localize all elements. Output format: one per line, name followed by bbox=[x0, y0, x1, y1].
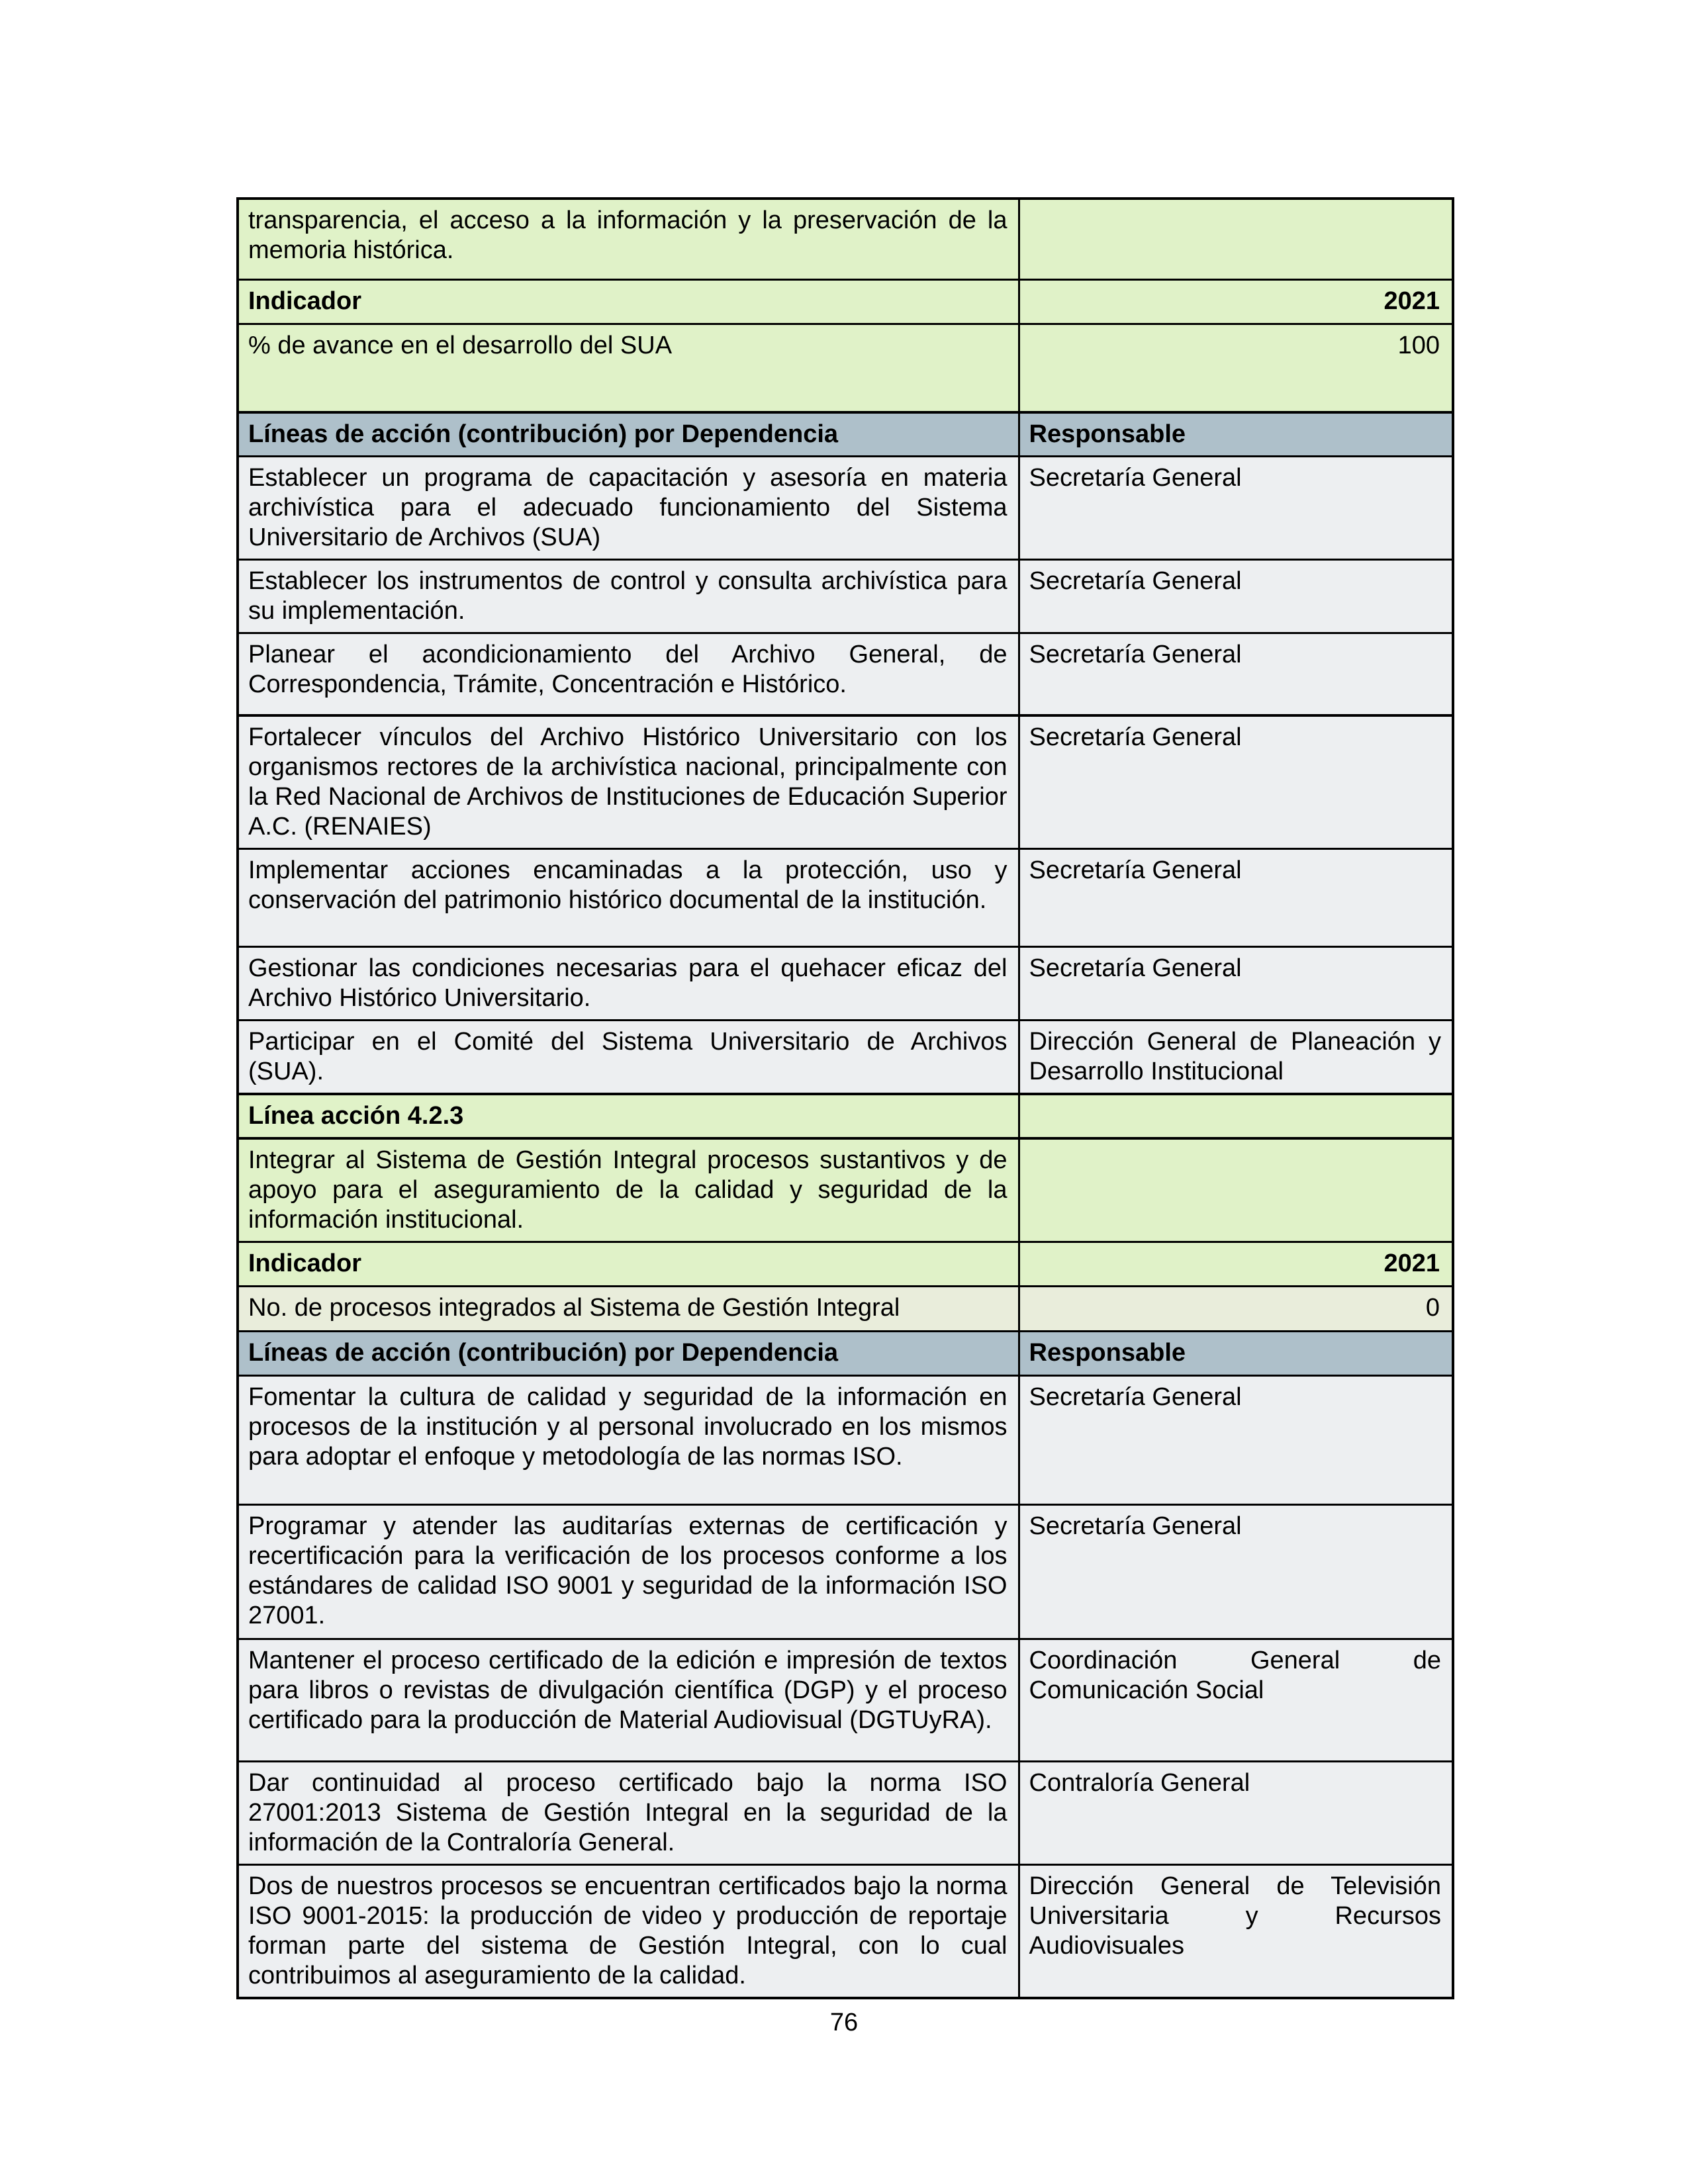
responsible-cell: Secretaría General bbox=[1019, 715, 1453, 849]
year-header-cell: 2021 bbox=[1019, 1242, 1453, 1286]
table-row bbox=[238, 199, 1453, 279]
action-lines-header-cell: Líneas de acción (contribución) por Dependencia bbox=[238, 1331, 1019, 1375]
responsible-cell: Dirección General de Planeación y Desarrollo Institucional bbox=[1019, 1020, 1453, 1094]
action-cell: Dos de nuestros procesos se encuentran certificados bajo la norma ISO 9001-2015: la producción de video y producción de reportaje forman parte del sistema de Gestión Integral, con lo cual contribuimos al aseguramiento de la calidad. bbox=[238, 1864, 1019, 1998]
table-row bbox=[238, 1242, 1453, 1286]
responsible-cell: Secretaría General bbox=[1019, 560, 1453, 633]
empty-cell bbox=[1019, 1094, 1453, 1138]
indicator-header-cell: Indicador bbox=[238, 279, 1019, 324]
action-line-number-cell: Línea acción 4.2.3 bbox=[238, 1094, 1019, 1138]
section-title-row bbox=[238, 1094, 1453, 1138]
action-cell: Mantener el proceso certificado de la edición e impresión de textos para libros o revistas de divulgación científica (DGP) y el proceso certificado para la producción de Material Audiovisual (DGTUyRA). bbox=[238, 1639, 1019, 1761]
table-row bbox=[238, 1375, 1453, 1504]
indicator-name-cell: % de avance en el desarrollo del SUA bbox=[238, 324, 1019, 412]
empty-cell bbox=[1019, 1138, 1453, 1242]
action-lines-table bbox=[236, 197, 1454, 1999]
responsible-cell: Secretaría General bbox=[1019, 1375, 1453, 1504]
indicator-name-cell: No. de procesos integrados al Sistema de Gestión Integral bbox=[238, 1286, 1019, 1331]
indicator-value-cell: 100 bbox=[1019, 324, 1453, 412]
action-cell: Fomentar la cultura de calidad y seguridad de la información en procesos de la institución y al personal involucrado en los mismos para adoptar el enfoque y metodología de las normas ISO. bbox=[238, 1375, 1019, 1504]
table-row bbox=[238, 1639, 1453, 1761]
table-row bbox=[238, 1020, 1453, 1094]
responsible-cell: Contraloría General bbox=[1019, 1761, 1453, 1864]
responsible-header-cell: Responsable bbox=[1019, 412, 1453, 457]
action-cell: Programar y atender las auditarías externas de certificación y recertificación para la verificación de los procesos conforme a los estándares de calidad ISO 9001 y seguridad de la información ISO 27001. bbox=[238, 1504, 1019, 1639]
table-row bbox=[238, 715, 1453, 849]
action-cell: Establecer los instrumentos de control y consulta archivística para su implementación. bbox=[238, 560, 1019, 633]
action-cell: Planear el acondicionamiento del Archivo General, de Correspondencia, Trámite, Concentración e Histórico. bbox=[238, 633, 1019, 715]
table-row bbox=[238, 1864, 1453, 1998]
page-number: 76 bbox=[829, 2009, 859, 2036]
table-header-row bbox=[238, 412, 1453, 457]
action-cell: Dar continuidad al proceso certificado bajo la norma ISO 27001:2013 Sistema de Gestión Integral en la seguridad de la información de la Contraloría General. bbox=[238, 1761, 1019, 1864]
action-line-description-cell: Integrar al Sistema de Gestión Integral procesos sustantivos y de apoyo para el aseguramiento de la calidad y seguridad de la información institucional. bbox=[238, 1138, 1019, 1242]
responsible-cell: Secretaría General bbox=[1019, 457, 1453, 560]
responsible-header-cell: Responsable bbox=[1019, 1331, 1453, 1375]
responsible-cell: Secretaría General bbox=[1019, 848, 1453, 946]
table-row bbox=[238, 1286, 1453, 1331]
year-header-cell: 2021 bbox=[1019, 279, 1453, 324]
empty-cell bbox=[1019, 199, 1453, 279]
continuation-text-cell: transparencia, el acceso a la información y la preservación de la memoria histórica. bbox=[238, 199, 1019, 279]
table-row bbox=[238, 1761, 1453, 1864]
action-cell: Gestionar las condiciones necesarias para el quehacer eficaz del Archivo Histórico Universitario. bbox=[238, 946, 1019, 1020]
responsible-cell: Dirección General de Televisión Universitaria y Recursos Audiovisuales bbox=[1019, 1864, 1453, 1998]
responsible-cell: Secretaría General bbox=[1019, 946, 1453, 1020]
indicator-header-cell: Indicador bbox=[238, 1242, 1019, 1286]
indicator-value-cell: 0 bbox=[1019, 1286, 1453, 1331]
action-cell: Establecer un programa de capacitación y asesoría en materia archivística para el adecuado funcionamiento del Sistema Universitario de Archivos (SUA) bbox=[238, 457, 1019, 560]
table-row bbox=[238, 1504, 1453, 1639]
responsible-cell: Coordinación General de Comunicación Social bbox=[1019, 1639, 1453, 1761]
table-row bbox=[238, 946, 1453, 1020]
table-row bbox=[238, 457, 1453, 560]
table-row bbox=[238, 279, 1453, 324]
table-row bbox=[238, 1138, 1453, 1242]
table-row bbox=[238, 324, 1453, 412]
responsible-cell: Secretaría General bbox=[1019, 633, 1453, 715]
action-cell: Participar en el Comité del Sistema Universitario de Archivos (SUA). bbox=[238, 1020, 1019, 1094]
action-cell: Fortalecer vínculos del Archivo Histórico Universitario con los organismos rectores de la archivística nacional, principalmente con la Red Nacional de Archivos de Instituciones de Educación Superior A.C. (RENAIES) bbox=[238, 715, 1019, 849]
action-lines-header-cell: Líneas de acción (contribución) por Dependencia bbox=[238, 412, 1019, 457]
table-row bbox=[238, 848, 1453, 946]
table-row bbox=[238, 633, 1453, 715]
table-row bbox=[238, 560, 1453, 633]
table-header-row bbox=[238, 1331, 1453, 1375]
responsible-cell: Secretaría General bbox=[1019, 1504, 1453, 1639]
action-cell: Implementar acciones encaminadas a la protección, uso y conservación del patrimonio histórico documental de la institución. bbox=[238, 848, 1019, 946]
